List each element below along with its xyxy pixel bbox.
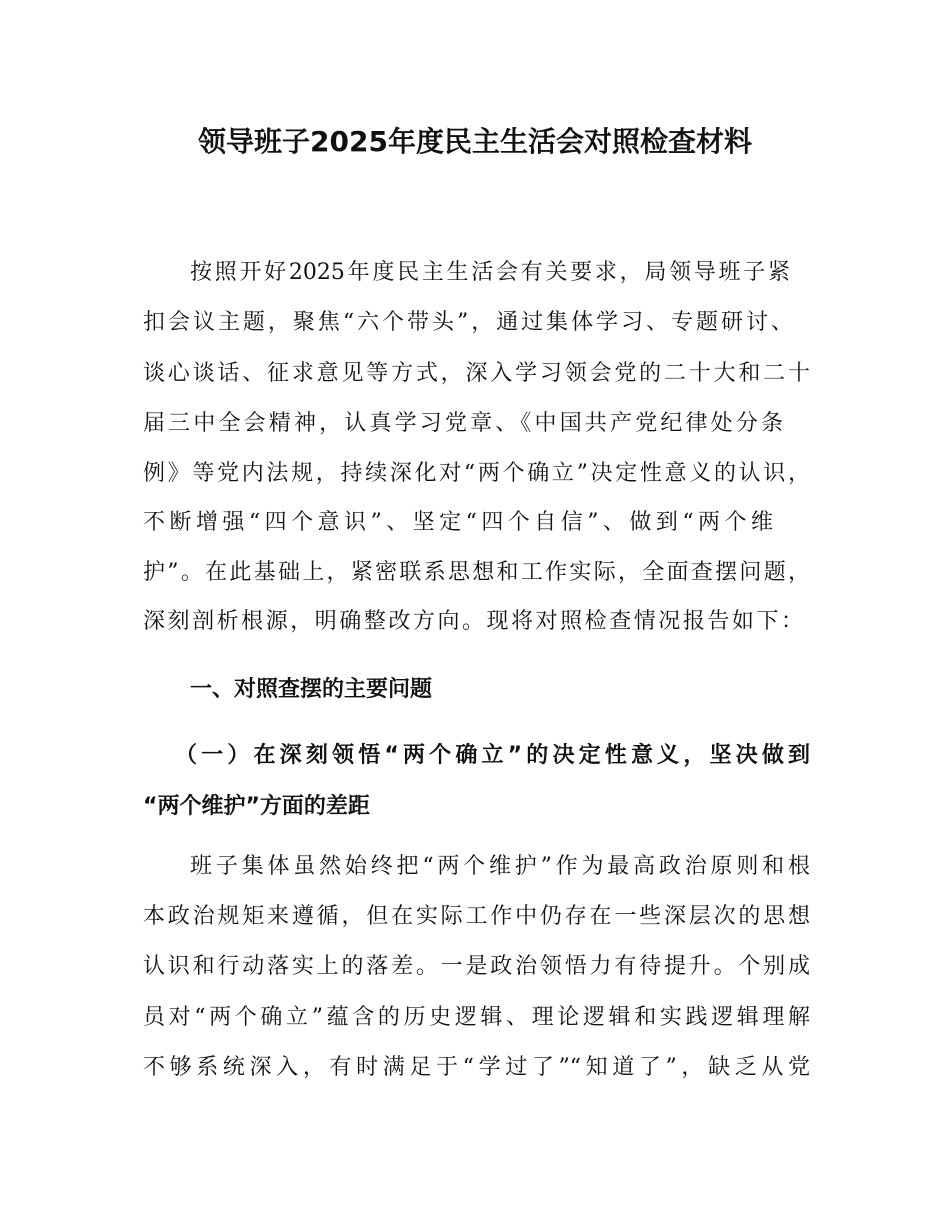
document-title: 领导班子2025年度民主生活会对照检查材料 <box>198 125 752 158</box>
text-line: 例》等党内法规，持续深化对“两个确立”决定性意义的认识， <box>143 461 810 486</box>
text-line: 班子集体虽然始终把“两个维护”作为最高政治原则和根 <box>190 854 810 879</box>
section-heading: 一、对照查摆的主要问题 <box>190 677 433 702</box>
text-line: 不够系统深入，有时满足于“学过了”“知道了”，缺乏从党 <box>143 1055 810 1080</box>
text-line: “两个维护”方面的差距 <box>143 794 370 819</box>
text-line: 认识和行动落实上的落差。一是政治领悟力有待提升。个别成 <box>143 954 810 979</box>
text-line: 按照开好2025年度民主生活会有关要求，局领导班子紧 <box>190 260 790 285</box>
text-line: 不断增强“四个意识”、坚定“四个自信”、做到“两个维 <box>143 510 773 535</box>
text-line: 本政治规矩来遵循，但在实际工作中仍存在一些深层次的思想 <box>143 904 810 929</box>
text-line: 谈心谈话、征求意见等方式，深入学习领会党的二十大和二十 <box>143 361 810 386</box>
text-line: 护”。在此基础上，紧密联系思想和工作实际，全面查摆问题， <box>143 560 810 585</box>
text-line: （一）在深刻领悟“两个确立”的决定性意义，坚决做到 <box>175 743 810 768</box>
text-line: 员对“两个确立”蕴含的历史逻辑、理论逻辑和实践逻辑理解 <box>143 1005 810 1030</box>
text-line: 深刻剖析根源，明确整改方向。现将对照检查情况报告如下： <box>143 609 803 634</box>
text-line: 届三中全会精神，认真学习党章、《中国共产党纪律处分条 <box>143 411 783 436</box>
text-line: 扣会议主题，聚焦“六个带头”，通过集体学习、专题研讨、 <box>143 310 793 335</box>
